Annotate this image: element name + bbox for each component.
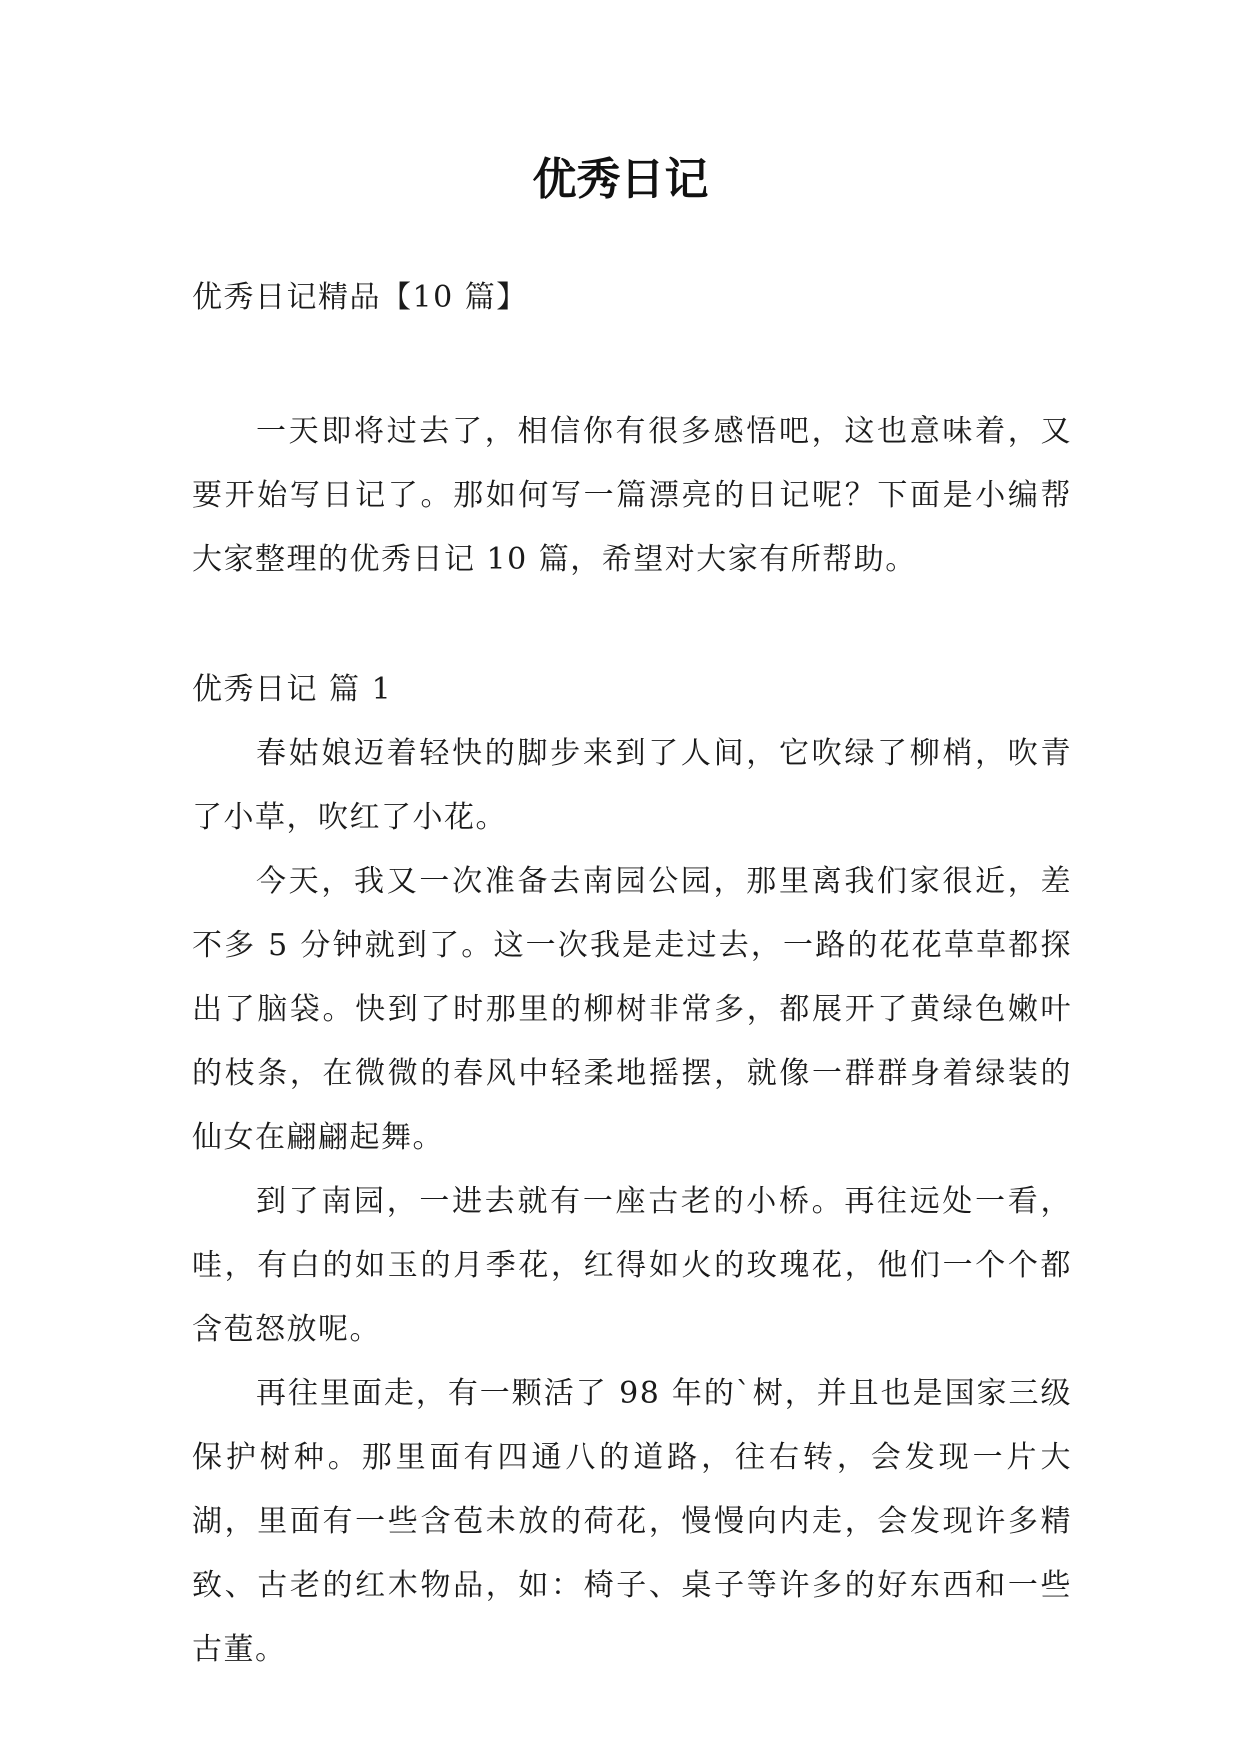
body-paragraph-2: 今天，我又一次准备去南园公园，那里离我们家很近，差不多 5 分钟就到了。这一次我是走过去，一路的花花草草都探出了脑袋。快到了时那里的柳树非常多，都展开了黄绿色嫩叶的枝条，在微微的春风中轻柔地摇摆，就像一群群身着绿装的仙女在翩翩起舞。 [192, 864, 1072, 1155]
body-paragraph-3: 到了南园，一进去就有一座古老的小桥。再往远处一看，哇，有白的如玉的月季花，红得如火的玫瑰花，他们一个个都含苞怒放呢。 [192, 1184, 1072, 1347]
document-subtitle: 优秀日记精品【10 篇】 [192, 280, 528, 315]
body-paragraph-4: 再往里面走，有一颗活了 98 年的`树，并且也是国家三级保护树种。那里面有四通八的道路，往右转，会发现一片大湖，里面有一些含苞未放的荷花，慢慢向内走，会发现许多精致、古老的红木物品，如：椅子、桌子等许多的好东西和一些古董。 [192, 1376, 1072, 1667]
intro-paragraph: 一天即将过去了，相信你有很多感悟吧，这也意味着，又要开始写日记了。那如何写一篇漂亮的日记呢？下面是小编帮大家整理的优秀日记 10 篇，希望对大家有所帮助。 [192, 414, 1072, 577]
document-body [192, 266, 1072, 1682]
section-heading: 优秀日记 篇 1 [192, 672, 393, 707]
spacer [192, 592, 1072, 658]
body-paragraph-1: 春姑娘迈着轻快的脚步来到了人间，它吹绿了柳梢，吹青了小草，吹红了小花。 [192, 736, 1072, 835]
document-title: 优秀日记 [532, 154, 709, 205]
spacer [192, 330, 1072, 400]
